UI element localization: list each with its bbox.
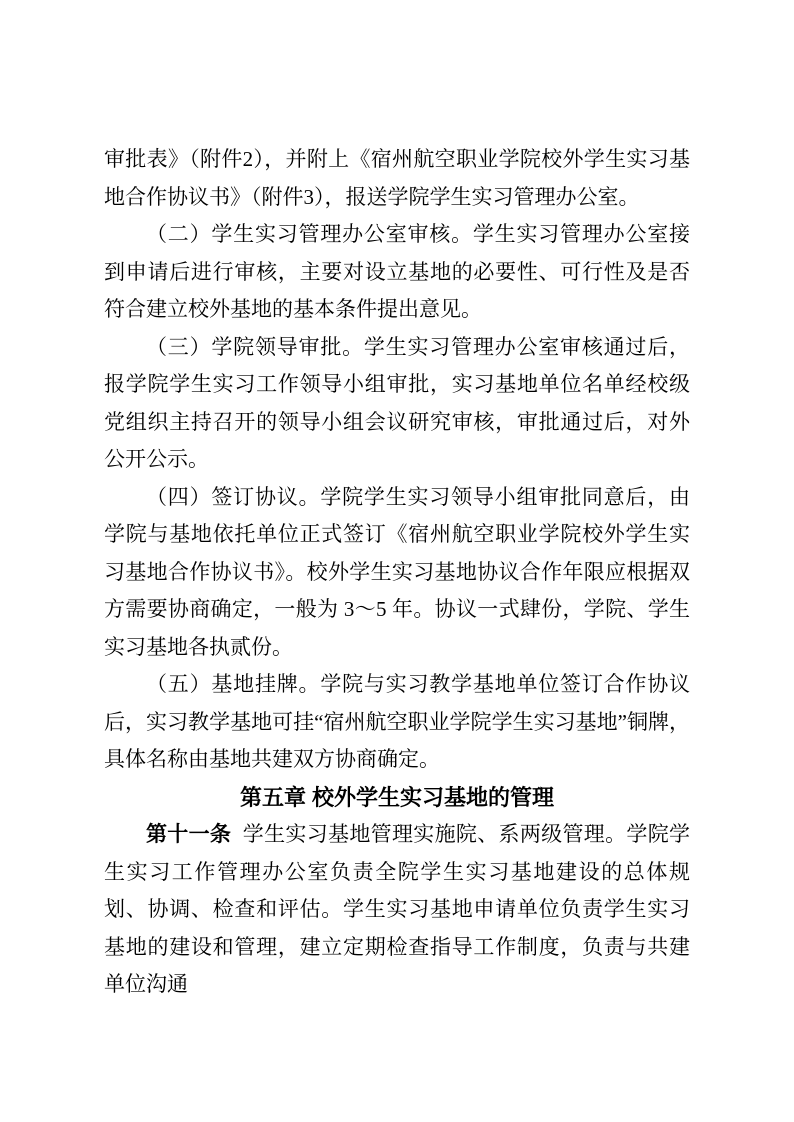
paragraph-step-4-sign-agreement: （四）签订协议。学院学生实习领导小组审批同意后，由学院与基地依托单位正式签订《宿州航空职业学院校外学生实习基地合作协议书》。校外学生实习基地协议合作年限应根据双方需要协商确定，一般为 3～5 年。协议一式肆份，学院、学生实习基地各执贰份。: [104, 484, 690, 659]
article-11-text: 学生实习基地管理实施院、系两级管理。学院学生实习工作管理办公室负责全院学生实习基地建设的总体规划、协调、检查和评估。学生实习基地申请单位负责学生实习基地的建设和管理，建立定期检查指导工作制度，负责与共建单位沟通: [104, 822, 691, 996]
paragraph-article-11: [104, 816, 690, 1004]
document-text-body: [104, 141, 690, 1004]
paragraph-step-2-office-review: （二）学生实习管理办公室审核。学生实习管理办公室接到申请后进行审核，主要对设立基地的必要性、可行性及是否符合建立校外基地的基本条件提出意见。: [104, 222, 690, 321]
chapter-5-heading: 第五章 校外学生实习基地的管理: [239, 784, 555, 810]
paragraph-step-5-base-plaque: （五）基地挂牌。学院与实习教学基地单位签订合作协议后，实习教学基地可挂“宿州航空职业学院学生实习基地”铜牌，具体名称由基地共建双方协商确定。: [104, 672, 690, 771]
paragraph-step-3-leadership-approval: （三）学院领导审批。学生实习管理办公室审核通过后，报学院学生实习工作领导小组审批，实习基地单位名单经校级党组织主持召开的领导小组会议研究审核，审批通过后，对外公开公示。: [104, 334, 690, 471]
paragraph-attachment-submission: 审批表》（附件2），并附上《宿州航空职业学院校外学生实习基地合作协议书》（附件3），报送学院学生实习管理办公室。: [104, 147, 690, 209]
article-11-number: 第十一条: [146, 823, 232, 846]
